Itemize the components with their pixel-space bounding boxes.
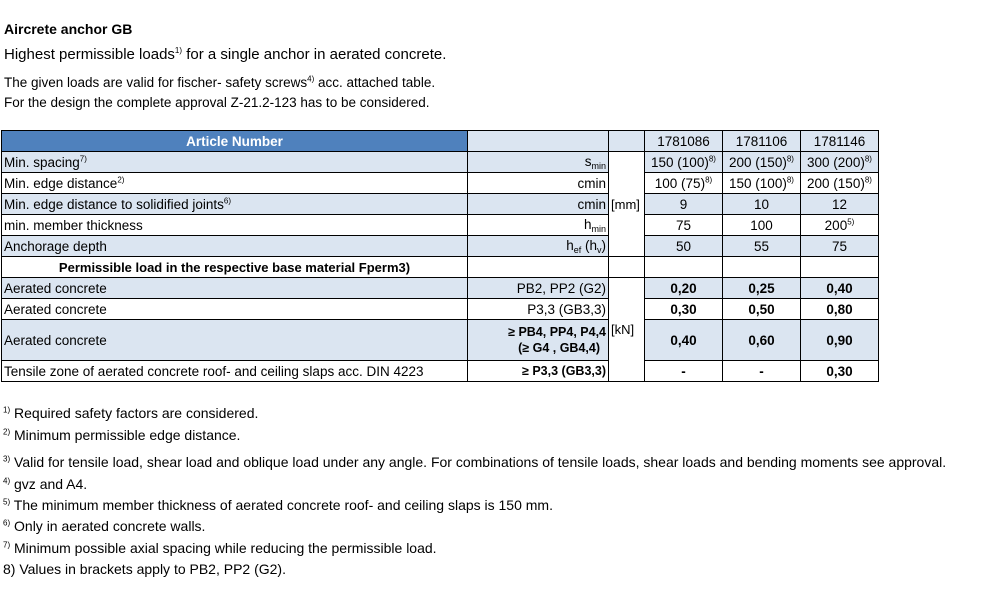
footnote-2: $^{2)}$ Minimum permissible edge distance. xyxy=(3,427,241,443)
table-row-edge-distance-joints: Min. edge distance to solidified joints$^{6)}$ cmin 9 10 12 xyxy=(2,194,879,215)
footnote-6: $^{6)}$ Only in aerated concrete walls. xyxy=(3,518,206,534)
intro-line-1: The given loads are valid for fischer- safety screws$^{4)}$ acc. attached table. xyxy=(4,74,436,90)
document-subtitle: Highest permissible loads$^{1)}$ for a single anchor in aerated concrete. xyxy=(4,46,447,63)
article-3: 1781146 xyxy=(801,131,879,152)
table-row-member-thickness: min. member thickness $h_{min}$ 75 100 200$^{5)}$ xyxy=(2,215,879,236)
section-header-row xyxy=(2,257,879,278)
unit-kn: [kN] xyxy=(609,278,645,382)
footnote-1: $^{1)}$ Required safety factors are considered. xyxy=(3,405,259,421)
table-row-anchorage-depth: Anchorage depth $h_{ef}$ $(h_v)$ 50 55 75 xyxy=(2,236,879,257)
table-header-row xyxy=(2,131,879,152)
footnote-8: 8) Values in brackets apply to PB2, PP2 (G2). xyxy=(3,561,286,577)
table-row-load-g2: Aerated concrete PB2, PP2 (G2) [kN] 0,20 0,25 0,40 xyxy=(2,278,879,299)
intro-line-2: For the design the complete approval Z-21.2-123 has to be considered. xyxy=(4,95,430,110)
table-row-load-g4: Aerated concrete ≥ PB4, PP4, P4,4 (≥ G4 , GB4,4) 0,40 0,60 0,90 xyxy=(2,320,879,361)
section-title: Permissible load in the respective base material Fperm3) xyxy=(2,257,468,278)
table-row-min-edge-distance: Min. edge distance$^{2)}$ cmin 100 $(75)^{8)}$ 150 $(100)^{8)}$ 200 $(150)^{8)}$ xyxy=(2,173,879,194)
document-title: Aircrete anchor GB xyxy=(4,21,133,37)
table-row-min-spacing: Min. spacing$^{7)}$ $s_{min}$ [mm] 150 $(100)^{8)}$ 200 $(150)^{8)}$ 300 $(200)^{8)}$ xyxy=(2,152,879,173)
footnote-3: $^{3)}$ Valid for tensile load, shear load and oblique load under any angle. For combinations of tensile loads, shear loads and bending moments see approval. xyxy=(3,454,947,470)
footnote-4: $^{4)}$ gvz and A4. xyxy=(3,476,88,492)
table-row-load-gb33: Aerated concrete P3,3 (GB3,3) 0,30 0,50 0,80 xyxy=(2,299,879,320)
specification-table xyxy=(1,130,879,382)
article-1: 1781086 xyxy=(645,131,723,152)
table-row-load-tensile-zone: Tensile zone of aerated concrete roof- and ceiling slaps acc. DIN 4223 ≥ P3,3 (GB3,3) - - 0,30 xyxy=(2,361,879,382)
footnote-5: $^{5)}$ The minimum member thickness of aerated concrete roof- and ceiling slaps is 150 mm. xyxy=(3,497,553,513)
article-number-header: Article Number xyxy=(2,131,468,152)
footnote-7: $^{7)}$ Minimum possible axial spacing while reducing the permissible load. xyxy=(3,540,437,556)
unit-mm: [mm] xyxy=(609,152,645,257)
article-2: 1781106 xyxy=(723,131,801,152)
